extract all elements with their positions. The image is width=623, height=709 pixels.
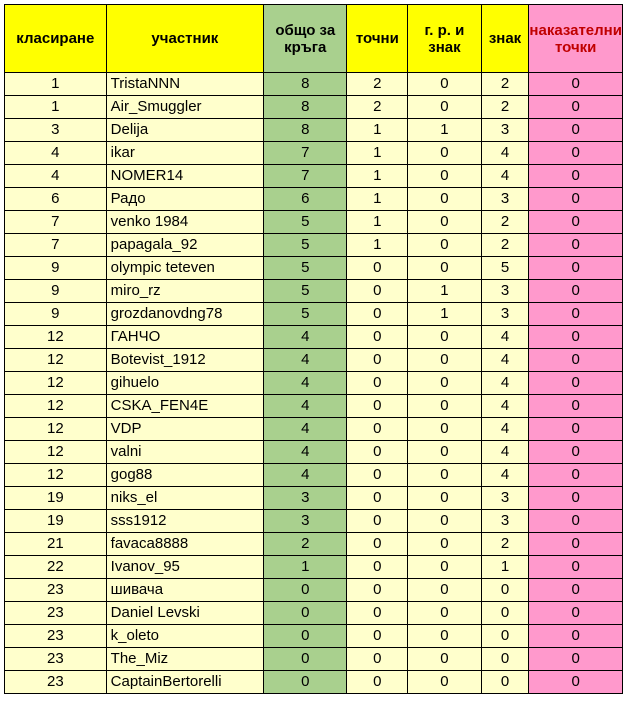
cell-participant: ГАНЧО	[106, 326, 263, 349]
cell-rank: 22	[5, 556, 107, 579]
cell-gd-sign: 1	[408, 119, 481, 142]
cell-rank: 12	[5, 349, 107, 372]
header-rank: класиране	[5, 5, 107, 73]
cell-exact: 0	[347, 349, 408, 372]
cell-gd-sign: 0	[408, 372, 481, 395]
cell-gd-sign: 0	[408, 96, 481, 119]
cell-gd-sign: 0	[408, 510, 481, 533]
cell-exact: 0	[347, 487, 408, 510]
cell-gd-sign: 1	[408, 280, 481, 303]
standings-table-container	[4, 4, 623, 694]
cell-rank: 21	[5, 533, 107, 556]
cell-exact: 0	[347, 303, 408, 326]
cell-gd-sign: 0	[408, 165, 481, 188]
cell-penalty: 0	[529, 487, 623, 510]
cell-total: 8	[264, 73, 347, 96]
cell-total: 5	[264, 257, 347, 280]
cell-exact: 0	[347, 648, 408, 671]
cell-sign: 2	[481, 96, 529, 119]
cell-gd-sign: 0	[408, 395, 481, 418]
header-sign: знак	[481, 5, 529, 73]
table-row	[5, 349, 623, 372]
header-exact: точни	[347, 5, 408, 73]
cell-sign: 3	[481, 510, 529, 533]
cell-exact: 1	[347, 188, 408, 211]
cell-sign: 4	[481, 326, 529, 349]
cell-rank: 23	[5, 602, 107, 625]
cell-participant: CSKA_FEN4E	[106, 395, 263, 418]
cell-total: 8	[264, 119, 347, 142]
cell-participant: Ivanov_95	[106, 556, 263, 579]
cell-rank: 4	[5, 142, 107, 165]
cell-total: 4	[264, 372, 347, 395]
cell-participant: Botevist_1912	[106, 349, 263, 372]
cell-penalty: 0	[529, 418, 623, 441]
cell-gd-sign: 0	[408, 441, 481, 464]
cell-total: 4	[264, 464, 347, 487]
table-row	[5, 625, 623, 648]
cell-participant: NOMER14	[106, 165, 263, 188]
cell-total: 0	[264, 579, 347, 602]
cell-rank: 23	[5, 671, 107, 694]
cell-sign: 0	[481, 579, 529, 602]
table-row	[5, 556, 623, 579]
table-row	[5, 441, 623, 464]
cell-penalty: 0	[529, 303, 623, 326]
cell-exact: 0	[347, 257, 408, 280]
cell-penalty: 0	[529, 533, 623, 556]
cell-sign: 2	[481, 234, 529, 257]
cell-participant: venko 1984	[106, 211, 263, 234]
cell-gd-sign: 0	[408, 142, 481, 165]
cell-sign: 0	[481, 648, 529, 671]
cell-total: 7	[264, 165, 347, 188]
cell-sign: 4	[481, 418, 529, 441]
table-row	[5, 234, 623, 257]
cell-participant: VDP	[106, 418, 263, 441]
cell-rank: 23	[5, 648, 107, 671]
cell-participant: gog88	[106, 464, 263, 487]
cell-total: 5	[264, 280, 347, 303]
cell-rank: 1	[5, 73, 107, 96]
cell-penalty: 0	[529, 648, 623, 671]
cell-sign: 2	[481, 533, 529, 556]
cell-exact: 1	[347, 119, 408, 142]
cell-penalty: 0	[529, 556, 623, 579]
cell-total: 5	[264, 211, 347, 234]
cell-penalty: 0	[529, 510, 623, 533]
table-row	[5, 464, 623, 487]
cell-rank: 19	[5, 510, 107, 533]
cell-gd-sign: 0	[408, 602, 481, 625]
cell-total: 6	[264, 188, 347, 211]
cell-exact: 0	[347, 556, 408, 579]
cell-participant: шивача	[106, 579, 263, 602]
cell-total: 4	[264, 395, 347, 418]
table-row	[5, 280, 623, 303]
cell-gd-sign: 0	[408, 487, 481, 510]
cell-total: 0	[264, 625, 347, 648]
cell-rank: 9	[5, 280, 107, 303]
cell-sign: 4	[481, 441, 529, 464]
cell-rank: 19	[5, 487, 107, 510]
cell-rank: 12	[5, 441, 107, 464]
cell-sign: 2	[481, 211, 529, 234]
cell-participant: valni	[106, 441, 263, 464]
cell-total: 0	[264, 648, 347, 671]
cell-sign: 3	[481, 280, 529, 303]
cell-exact: 0	[347, 280, 408, 303]
table-row	[5, 303, 623, 326]
cell-penalty: 0	[529, 73, 623, 96]
cell-gd-sign: 0	[408, 533, 481, 556]
cell-total: 0	[264, 602, 347, 625]
cell-total: 4	[264, 349, 347, 372]
table-row	[5, 602, 623, 625]
cell-participant: The_Miz	[106, 648, 263, 671]
table-row	[5, 257, 623, 280]
cell-sign: 4	[481, 395, 529, 418]
cell-sign: 0	[481, 671, 529, 694]
cell-exact: 0	[347, 441, 408, 464]
cell-gd-sign: 0	[408, 326, 481, 349]
table-row	[5, 119, 623, 142]
cell-gd-sign: 0	[408, 188, 481, 211]
table-row	[5, 510, 623, 533]
cell-penalty: 0	[529, 464, 623, 487]
table-row	[5, 487, 623, 510]
cell-exact: 1	[347, 142, 408, 165]
cell-penalty: 0	[529, 349, 623, 372]
cell-sign: 3	[481, 119, 529, 142]
cell-total: 4	[264, 326, 347, 349]
cell-sign: 4	[481, 165, 529, 188]
table-row	[5, 211, 623, 234]
table-row	[5, 648, 623, 671]
cell-exact: 0	[347, 602, 408, 625]
cell-exact: 0	[347, 418, 408, 441]
cell-total: 0	[264, 671, 347, 694]
cell-exact: 1	[347, 211, 408, 234]
cell-penalty: 0	[529, 188, 623, 211]
table-row	[5, 188, 623, 211]
cell-participant: papagala_92	[106, 234, 263, 257]
cell-total: 3	[264, 487, 347, 510]
cell-gd-sign: 1	[408, 303, 481, 326]
cell-gd-sign: 0	[408, 73, 481, 96]
cell-exact: 0	[347, 533, 408, 556]
cell-penalty: 0	[529, 165, 623, 188]
cell-exact: 0	[347, 372, 408, 395]
table-row	[5, 395, 623, 418]
cell-penalty: 0	[529, 211, 623, 234]
cell-exact: 1	[347, 234, 408, 257]
cell-total: 2	[264, 533, 347, 556]
cell-sign: 5	[481, 257, 529, 280]
cell-rank: 6	[5, 188, 107, 211]
cell-sign: 4	[481, 372, 529, 395]
cell-gd-sign: 0	[408, 648, 481, 671]
cell-penalty: 0	[529, 119, 623, 142]
cell-rank: 12	[5, 464, 107, 487]
cell-rank: 7	[5, 211, 107, 234]
cell-sign: 4	[481, 349, 529, 372]
cell-sign: 1	[481, 556, 529, 579]
cell-penalty: 0	[529, 602, 623, 625]
table-row	[5, 579, 623, 602]
cell-total: 7	[264, 142, 347, 165]
table-row	[5, 418, 623, 441]
cell-participant: Daniel Levski	[106, 602, 263, 625]
cell-gd-sign: 0	[408, 234, 481, 257]
header-total: общо за кръга	[264, 5, 347, 73]
cell-penalty: 0	[529, 395, 623, 418]
cell-penalty: 0	[529, 372, 623, 395]
cell-participant: Радо	[106, 188, 263, 211]
cell-total: 5	[264, 303, 347, 326]
cell-rank: 7	[5, 234, 107, 257]
cell-penalty: 0	[529, 142, 623, 165]
cell-rank: 1	[5, 96, 107, 119]
cell-participant: Air_Smuggler	[106, 96, 263, 119]
cell-penalty: 0	[529, 96, 623, 119]
cell-participant: CaptainBertorelli	[106, 671, 263, 694]
cell-sign: 3	[481, 303, 529, 326]
cell-total: 5	[264, 234, 347, 257]
cell-gd-sign: 0	[408, 211, 481, 234]
cell-participant: miro_rz	[106, 280, 263, 303]
cell-gd-sign: 0	[408, 579, 481, 602]
cell-penalty: 0	[529, 441, 623, 464]
cell-total: 8	[264, 96, 347, 119]
cell-gd-sign: 0	[408, 556, 481, 579]
cell-participant: TristaNNN	[106, 73, 263, 96]
table-row	[5, 671, 623, 694]
cell-participant: niks_el	[106, 487, 263, 510]
cell-penalty: 0	[529, 326, 623, 349]
cell-gd-sign: 0	[408, 625, 481, 648]
cell-gd-sign: 0	[408, 349, 481, 372]
cell-rank: 23	[5, 625, 107, 648]
table-row	[5, 73, 623, 96]
cell-penalty: 0	[529, 234, 623, 257]
cell-participant: ikar	[106, 142, 263, 165]
cell-rank: 12	[5, 326, 107, 349]
cell-rank: 3	[5, 119, 107, 142]
cell-exact: 2	[347, 73, 408, 96]
cell-sign: 2	[481, 73, 529, 96]
header-participant: участник	[106, 5, 263, 73]
cell-participant: k_oleto	[106, 625, 263, 648]
cell-rank: 12	[5, 372, 107, 395]
standings-table	[4, 4, 623, 694]
cell-penalty: 0	[529, 280, 623, 303]
table-row	[5, 142, 623, 165]
header-gd-sign: г. р. и знак	[408, 5, 481, 73]
cell-exact: 0	[347, 671, 408, 694]
cell-sign: 4	[481, 142, 529, 165]
cell-penalty: 0	[529, 579, 623, 602]
table-row	[5, 96, 623, 119]
cell-gd-sign: 0	[408, 257, 481, 280]
header-row	[5, 5, 623, 73]
cell-participant: sss1912	[106, 510, 263, 533]
cell-rank: 23	[5, 579, 107, 602]
cell-total: 4	[264, 441, 347, 464]
table-row	[5, 372, 623, 395]
cell-total: 4	[264, 418, 347, 441]
cell-sign: 4	[481, 464, 529, 487]
cell-penalty: 0	[529, 625, 623, 648]
cell-total: 3	[264, 510, 347, 533]
header-penalty: наказателни точки	[529, 5, 623, 73]
cell-sign: 3	[481, 487, 529, 510]
cell-participant: grozdanovdng78	[106, 303, 263, 326]
cell-rank: 4	[5, 165, 107, 188]
cell-rank: 9	[5, 257, 107, 280]
cell-gd-sign: 0	[408, 418, 481, 441]
cell-participant: gihuelo	[106, 372, 263, 395]
cell-sign: 3	[481, 188, 529, 211]
cell-exact: 0	[347, 510, 408, 533]
table-row	[5, 533, 623, 556]
cell-exact: 1	[347, 165, 408, 188]
cell-participant: olympic teteven	[106, 257, 263, 280]
cell-rank: 12	[5, 395, 107, 418]
cell-exact: 0	[347, 579, 408, 602]
cell-exact: 0	[347, 395, 408, 418]
table-row	[5, 326, 623, 349]
cell-penalty: 0	[529, 671, 623, 694]
cell-sign: 0	[481, 602, 529, 625]
cell-gd-sign: 0	[408, 464, 481, 487]
cell-participant: Delija	[106, 119, 263, 142]
cell-rank: 9	[5, 303, 107, 326]
cell-sign: 0	[481, 625, 529, 648]
cell-gd-sign: 0	[408, 671, 481, 694]
cell-exact: 0	[347, 625, 408, 648]
cell-total: 1	[264, 556, 347, 579]
cell-participant: favaca8888	[106, 533, 263, 556]
cell-exact: 2	[347, 96, 408, 119]
table-row	[5, 165, 623, 188]
cell-exact: 0	[347, 326, 408, 349]
cell-penalty: 0	[529, 257, 623, 280]
cell-exact: 0	[347, 464, 408, 487]
cell-rank: 12	[5, 418, 107, 441]
